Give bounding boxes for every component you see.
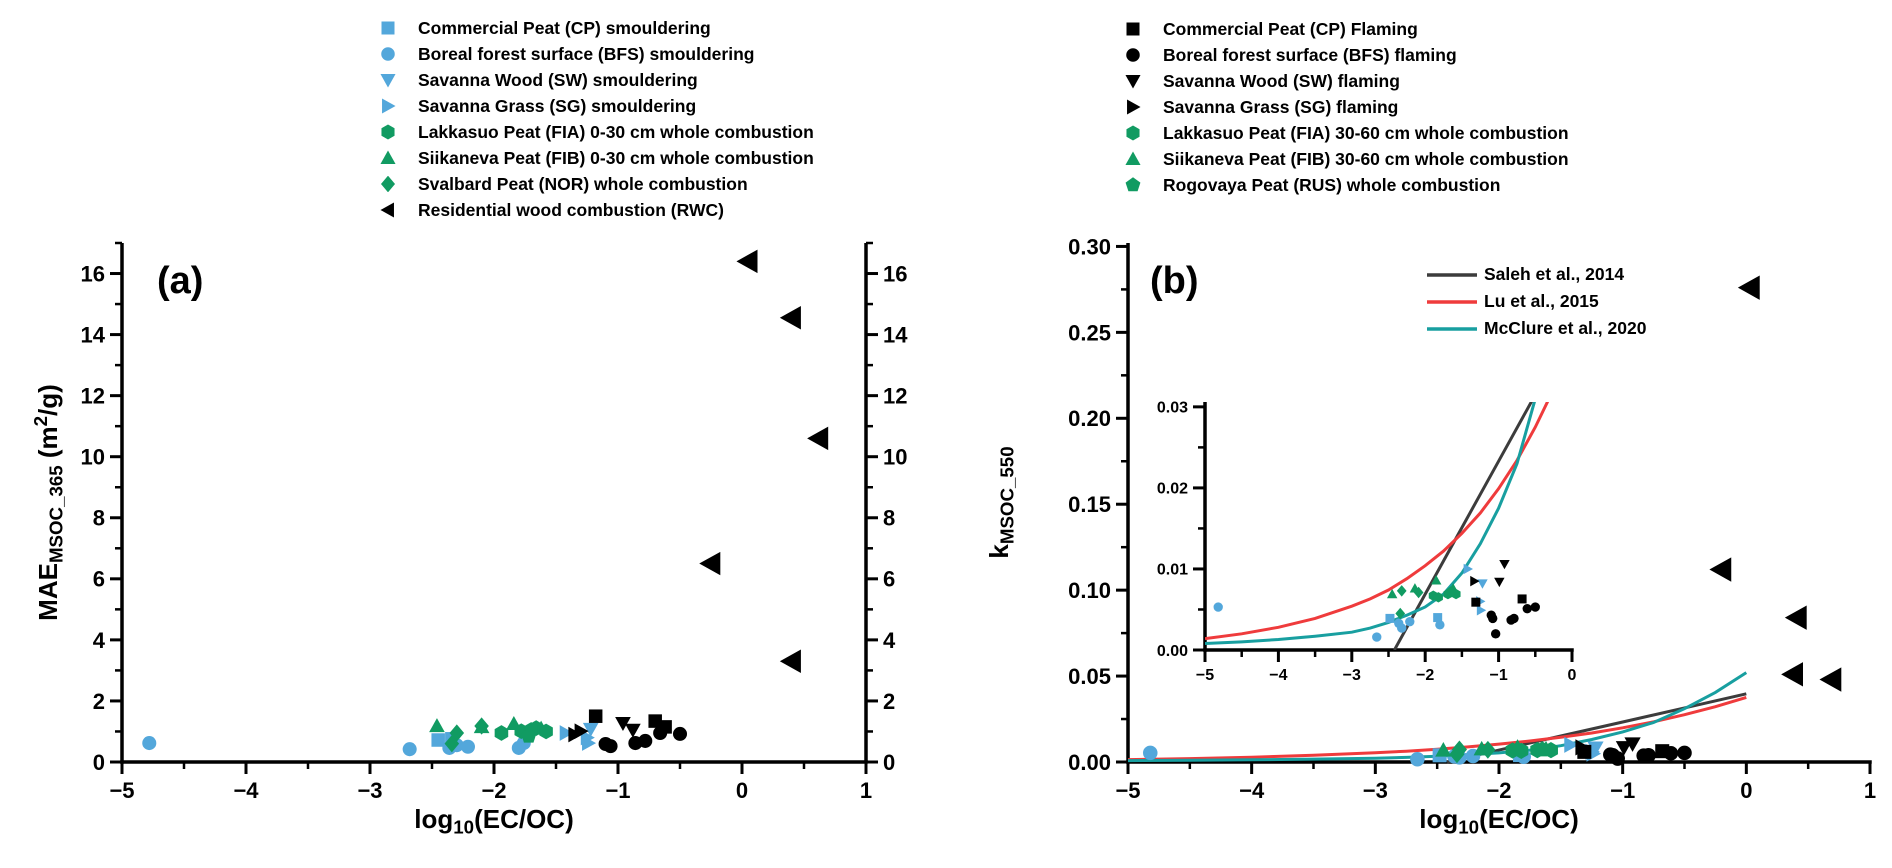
y-tick-label: 0 [92,749,105,775]
legend-item [380,171,814,197]
legend-item-label: Siikaneva Peat (FIB) 30-60 cm whole combustion [1163,148,1569,169]
legend-item-label: Lakkasuo Peat (FIA) 30-60 cm whole combustion [1163,122,1569,143]
legend-item-label: Siikaneva Peat (FIB) 0-30 cm whole combustion [418,147,814,168]
legend-item [380,145,814,171]
marker-legend-left [380,15,814,223]
legend-item [1125,42,1569,68]
y-tick-label: 0.00 [1156,642,1188,660]
right-y-tick-label: 2 [883,688,896,714]
legend-item-label: Commercial Peat (CP) Flaming [1163,18,1418,39]
hexagon-icon [1126,125,1139,140]
circle-data-point [673,727,687,741]
circle-data-point [1641,748,1656,763]
circle-data-point [1372,632,1381,641]
y-tick-label: 0.05 [1068,663,1111,689]
circle-data-point [461,740,475,754]
square-data-point [1471,598,1480,607]
pentagon-icon [1125,177,1141,193]
triangle-left-data-point [1819,667,1841,691]
line-swatch-icon [1427,273,1477,277]
triangle-up-icon [380,150,396,166]
right-y-tick-label: 6 [883,566,896,592]
x-tick-label: −1 [1489,667,1508,684]
triangle-right-icon [1127,99,1141,114]
right-y-tick-label: 12 [883,383,908,409]
triangle-left-data-point [736,250,757,273]
hexagon-data-point [495,725,509,741]
triangle-left-data-point [1709,557,1731,581]
y-tick-label: 0.15 [1068,492,1111,518]
triangle-up-icon [1125,151,1140,165]
y-tick-label: 6 [92,566,105,592]
y-tick-label: 0.25 [1068,320,1111,346]
triangle-left-data-point [807,427,828,450]
x-tick-label: 0 [735,778,749,803]
legend-item-label: Savanna Grass (SG) smouldering [418,95,697,116]
circle-data-point [1523,604,1532,613]
triangle-left-data-point [1781,662,1803,686]
circle-data-point [1488,614,1497,623]
series-circle-blue [142,736,531,756]
y-tick-label: 16 [80,261,105,287]
legend-item-label: Savanna Wood (SW) flaming [1163,70,1400,91]
panel-a [30,243,908,838]
y-tick-label: 10 [80,444,105,470]
square-data-point [431,733,445,747]
legend-item [1125,94,1569,120]
series-triangle-right-blue [1464,564,1487,616]
curve-legend-label: Saleh et al., 2014 [1484,264,1625,284]
legend-item-label: Savanna Wood (SW) smouldering [418,69,698,90]
triangle-down-icon [1125,73,1141,89]
x-tick-label: −3 [1362,778,1388,803]
legend-item [1125,120,1569,146]
legend-item [380,15,814,41]
circle-icon [381,47,395,61]
circle-icon [1126,48,1140,62]
hexagon-icon [381,124,394,139]
x-tick-label: −2 [1416,667,1435,684]
right-y-tick-label: 10 [883,444,908,470]
x-tick-label: −5 [109,778,135,803]
line-swatch-icon [1427,327,1477,331]
circle-data-point [604,739,618,753]
x-tick-label: −1 [605,778,631,803]
y-tick-label: 0.03 [1156,399,1188,417]
line-swatch-icon [1427,300,1477,304]
panel-b-label: (b) [1150,260,1199,302]
right-y-tick-label: 4 [883,627,896,653]
fit-curve [1128,673,1746,761]
legend-item-label: Svalbard Peat (NOR) whole combustion [418,173,748,194]
circle-data-point [653,726,667,740]
series-triangle-down-black [615,717,641,738]
diamond-data-point [1397,585,1407,597]
x-tick-label: 1 [859,778,873,803]
square-data-point [589,709,603,723]
x-tick-label: 0 [1740,778,1753,803]
circle-data-point [403,742,417,756]
series-triangle-left-black [699,250,828,673]
panel-a-label: (a) [157,260,204,302]
triangle-right-icon [1125,99,1141,115]
square-data-point [1518,594,1527,603]
triangle-up-icon [380,150,395,164]
y-tick-label: 4 [92,627,105,653]
y-tick-label: 0.00 [1068,749,1111,775]
y-tick-label: 0.01 [1156,561,1188,579]
curve-legend-item [1427,261,1646,288]
right-y-tick-label: 8 [883,505,896,531]
triangle-right-icon [382,98,396,113]
square-icon [380,20,396,36]
legend-item-label: Boreal forest surface (BFS) smouldering [418,43,755,64]
panel-a-y-axis-title: $MAE_{MSOC\_365}$ $(m^2/g)$ [30,384,67,621]
legend-item [1125,16,1569,42]
triangle-left-icon [380,202,394,217]
curve-fit-legend [1427,261,1646,342]
diamond-icon [380,176,396,192]
right-y-tick-label: 14 [883,322,908,348]
x-tick-label: −4 [233,778,259,803]
curve-legend-item [1427,315,1646,342]
x-tick-label: 1 [1863,778,1877,803]
series-triangle-right-black [1470,576,1479,586]
x-tick-label: 0 [1567,667,1577,684]
triangle-left-data-point [780,306,801,329]
curve-legend-item [1427,288,1646,315]
x-tick-label: −2 [481,778,507,803]
triangle-left-data-point [1738,276,1760,300]
y-tick-label: 0.10 [1068,578,1111,604]
circle-data-point [1397,623,1406,632]
circle-data-point [1405,617,1414,626]
curve-legend-label: Lu et al., 2015 [1484,291,1599,311]
right-y-tick-label: 0 [883,749,896,775]
circle-data-point [638,734,652,748]
diamond-icon [381,176,395,192]
x-tick-label: −4 [1239,778,1265,803]
legend-item [380,93,814,119]
curve-legend-label: McClure et al., 2020 [1484,318,1647,338]
circle-data-point [142,736,156,750]
triangle-up-data-point [429,718,445,732]
x-tick-label: −4 [1269,667,1288,684]
legend-item-label: Rogovaya Peat (RUS) whole combustion [1163,174,1501,195]
hexagon-icon [380,124,396,140]
right-y-tick-label: 16 [883,261,908,287]
y-tick-label: 12 [80,383,105,409]
pentagon-icon [1126,177,1141,191]
triangle-down-icon [380,72,396,88]
circle-data-point [1214,602,1223,611]
circle-data-point [1143,746,1158,761]
legend-item-label: Savanna Grass (SG) flaming [1163,96,1399,117]
triangle-right-data-point [1470,576,1479,586]
y-tick-label: 8 [92,505,105,531]
legend-item-label: Boreal forest surface (BFS) flaming [1163,44,1457,65]
triangle-down-icon [1125,75,1140,89]
circle-data-point [1677,746,1692,761]
legend-item-label: Commercial Peat (CP) smouldering [418,17,711,38]
triangle-up-icon [1125,151,1141,167]
circle-icon [380,46,396,62]
x-tick-label: −5 [1195,667,1215,684]
x-tick-label: −5 [1115,778,1141,803]
panel-a-x-axis-title: $\log_{10}(EC/OC)$ [414,804,574,838]
legend-item [380,67,814,93]
circle-data-point [1435,620,1444,629]
x-tick-label: −2 [1486,778,1512,803]
triangle-left-data-point [699,552,720,575]
circle-data-point [1491,629,1500,638]
y-tick-label: 0.02 [1156,480,1188,498]
series-circle-black [599,726,687,753]
square-icon [1125,21,1141,37]
legend-item [380,119,814,145]
marker-legend-right [1125,16,1569,198]
series-square-black [1471,594,1526,606]
legend-item-label: Residential wood combustion (RWC) [418,199,724,220]
legend-item [380,41,814,67]
circle-data-point [1664,746,1679,761]
triangle-down-data-point [1499,560,1509,569]
triangle-up-data-point [506,716,522,730]
panel-b-x-axis-title: $\log_{10}(EC/OC)$ [1419,804,1579,838]
triangle-right-icon [380,98,396,114]
hexagon-icon [1125,125,1141,141]
y-tick-label: 0.20 [1068,406,1111,432]
circle-data-point [1410,752,1425,767]
y-tick-label: 2 [92,688,105,714]
square-icon [1127,23,1140,36]
square-data-point [1385,614,1394,623]
triangle-left-data-point [1785,605,1807,629]
series-circle-black [1487,602,1540,638]
series-triangle-down-black [1494,560,1510,587]
fit-curve [1205,345,1572,638]
square-icon [382,22,395,35]
x-tick-label: −1 [1610,778,1636,803]
circle-data-point [1509,614,1518,623]
panel-b-y-axis-title: $k_{MSOC\_550}$ [984,446,1018,559]
triangle-down-icon [380,74,395,88]
legend-item [380,197,814,223]
series-triangle-left-black [1709,276,1841,692]
circle-data-point [1531,602,1540,611]
legend-item [1125,172,1569,198]
x-tick-label: −3 [1342,667,1361,684]
legend-item-label: Lakkasuo Peat (FIA) 0-30 cm whole combustion [418,121,814,142]
triangle-down-data-point [1494,578,1504,587]
triangle-down-data-point [625,724,641,738]
triangle-left-data-point [780,650,801,673]
circle-icon [1125,47,1141,63]
legend-item [1125,68,1569,94]
x-tick-label: −3 [357,778,383,803]
y-tick-label: 14 [80,322,105,348]
legend-item [1125,146,1569,172]
triangle-left-icon [380,202,396,218]
y-tick-label: 0.30 [1068,234,1111,260]
